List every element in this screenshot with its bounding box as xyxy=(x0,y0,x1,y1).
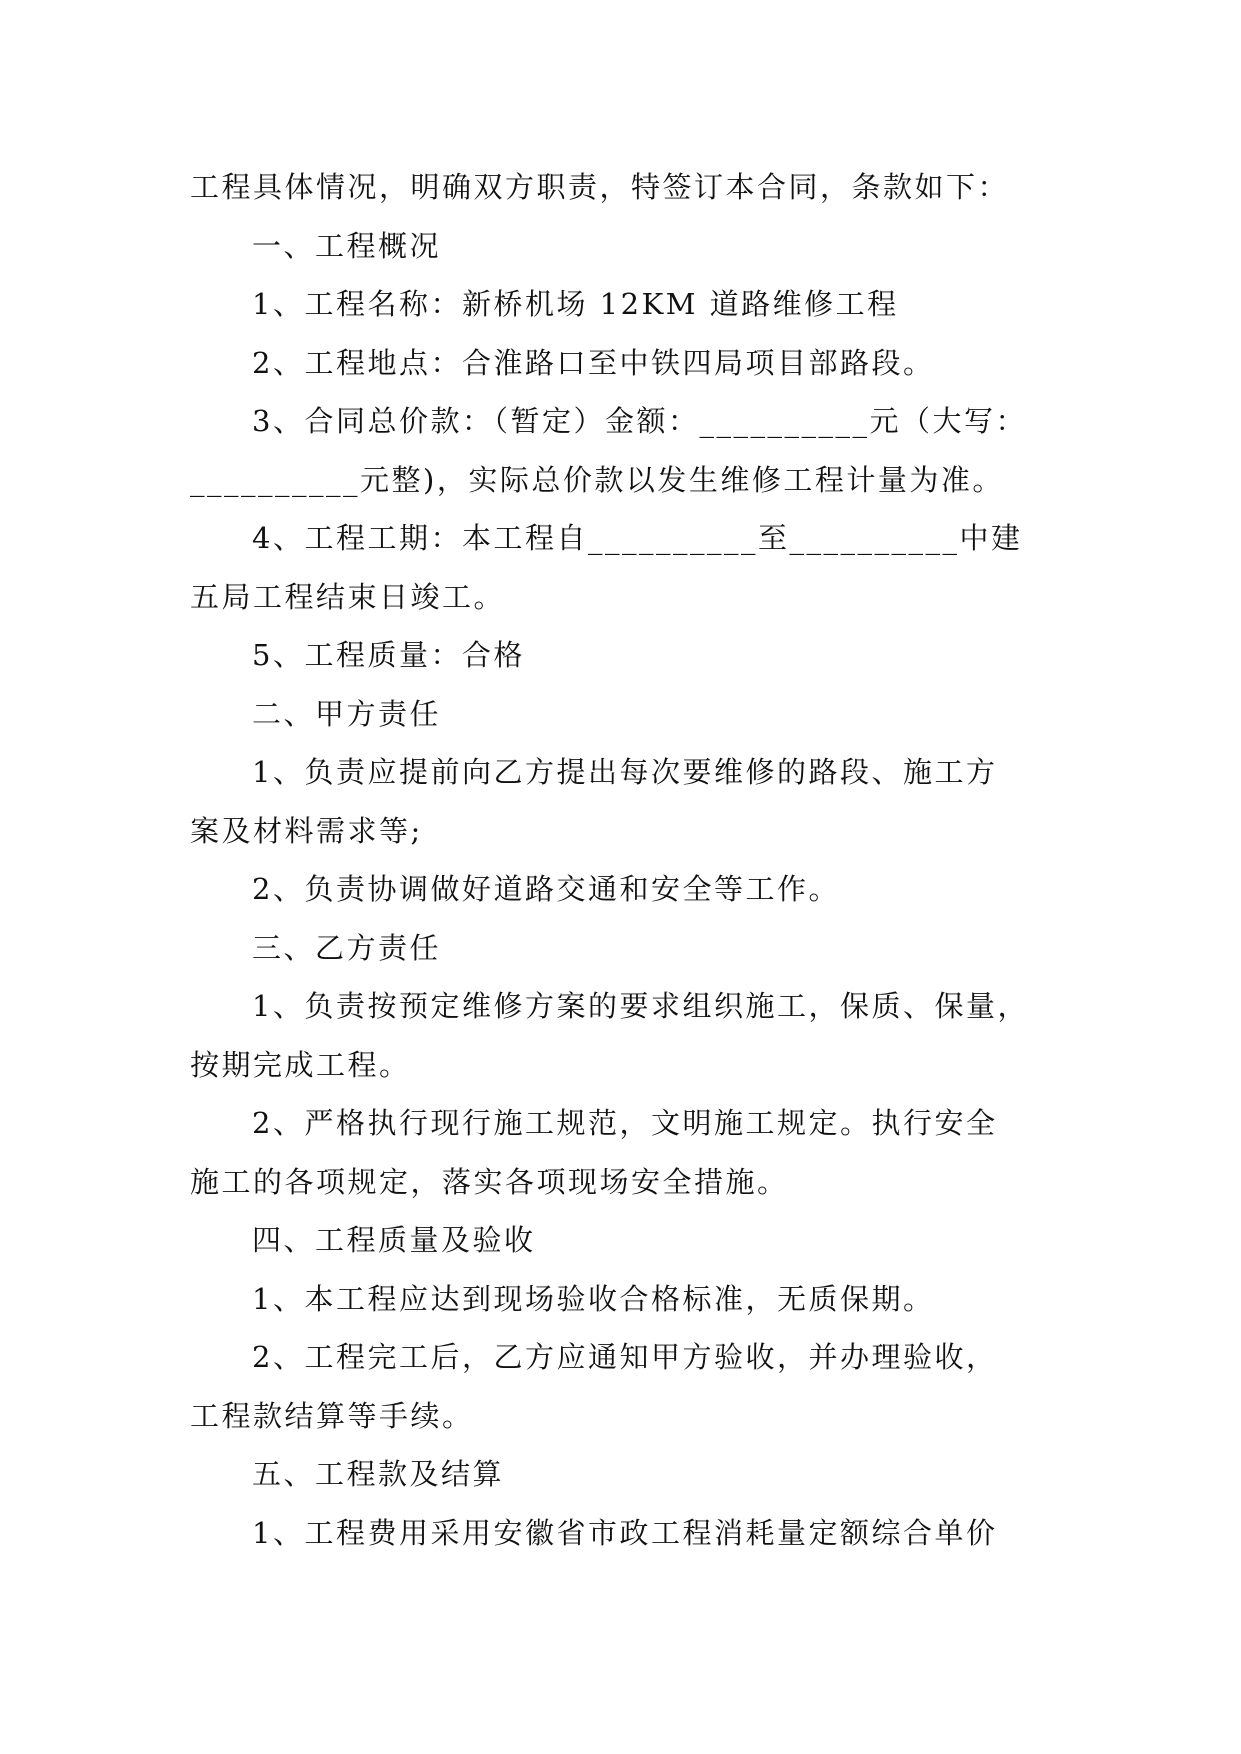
paragraph-line: 2、工程完工后，乙方应通知甲方验收，并办理验收， xyxy=(252,1340,998,1374)
section-heading-payment: 五、工程款及结算 xyxy=(252,1457,505,1491)
paragraph-line: 1、工程名称：新桥机场 12KM 道路维修工程 xyxy=(252,287,899,321)
section-heading-overview: 一、工程概况 xyxy=(252,228,442,263)
paragraph-line: 按期完成工程。 xyxy=(190,1047,411,1082)
paragraph-line: 施工的各项规定，落实各项现场安全措施。 xyxy=(190,1164,789,1199)
paragraph-line: 1、本工程应达到现场验收合格标准，无质保期。 xyxy=(252,1281,935,1316)
paragraph-line: 工程款结算等手续。 xyxy=(190,1398,474,1433)
paragraph-line: 工程具体情况，明确双方职责，特签订本合同，条款如下： xyxy=(190,170,1010,204)
paragraph-line: 4、工程工期：本工程自__________至__________中建 xyxy=(252,521,1023,555)
paragraph-line: 3、合同总价款：（暂定）金额：__________元（大写： xyxy=(252,404,1027,438)
paragraph-line: 2、严格执行现行施工规范，文明施工规定。执行安全 xyxy=(252,1106,998,1140)
section-heading-party-a: 二、甲方责任 xyxy=(252,696,442,731)
paragraph-line: 五局工程结束日竣工。 xyxy=(190,579,506,614)
section-heading-party-b: 三、乙方责任 xyxy=(252,930,442,965)
contract-body xyxy=(190,158,1055,1562)
paragraph-line: 案及材料需求等; xyxy=(190,813,423,848)
paragraph-line: 1、负责按预定维修方案的要求组织施工，保质、保量， xyxy=(252,989,1029,1023)
section-heading-quality: 四、工程质量及验收 xyxy=(252,1223,536,1257)
paragraph-line: __________元整)，实际总价款以发生维修工程计量为准。 xyxy=(190,462,1004,497)
paragraph-line: 2、工程地点：合淮路口至中铁四局项目部路段。 xyxy=(252,345,935,380)
paragraph-line: 2、负责协调做好道路交通和安全等工作。 xyxy=(252,872,840,906)
paragraph-line: 1、负责应提前向乙方提出每次要维修的路段、施工方 xyxy=(252,755,998,789)
paragraph-line: 5、工程质量：合格 xyxy=(252,638,525,672)
paragraph-line: 1、工程费用采用安徽省市政工程消耗量定额综合单价 xyxy=(252,1515,998,1550)
